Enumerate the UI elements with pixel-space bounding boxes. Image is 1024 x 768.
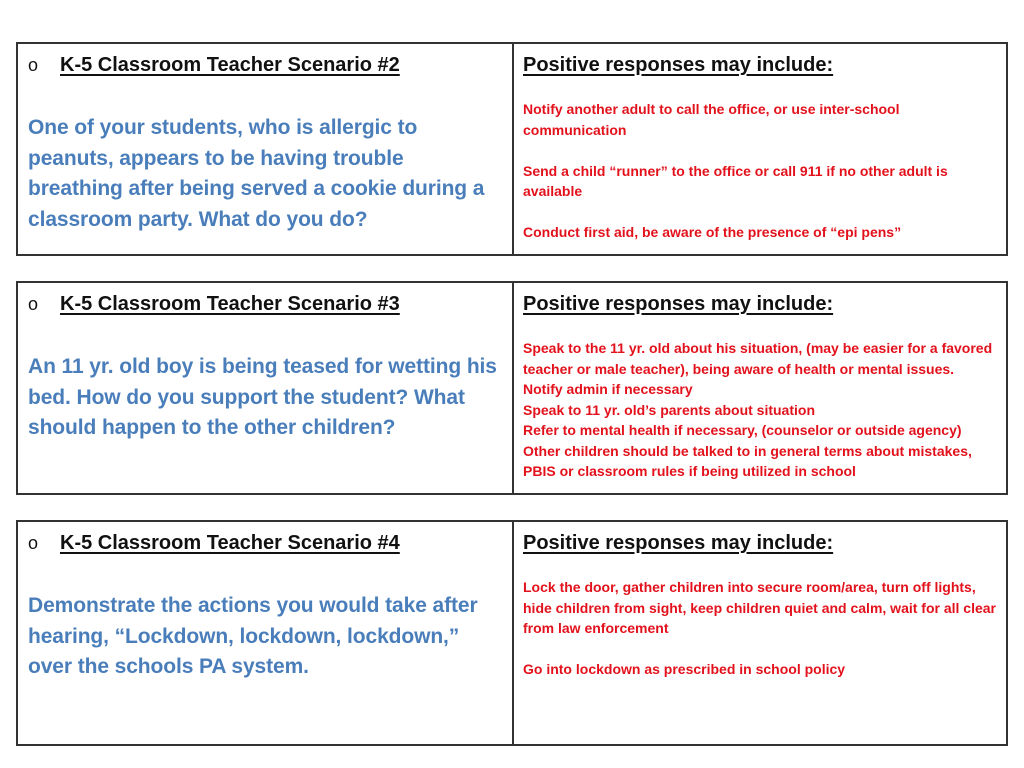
response-item: Lock the door, gather children into secure room/area, turn off lights, hide children from sight, keep children quiet and calm, wait for all clear from law enforcement bbox=[523, 579, 996, 636]
scenario-title-text: K-5 Classroom Teacher Scenario #2 bbox=[60, 54, 400, 76]
responses-heading: Positive responses may include: bbox=[523, 293, 834, 315]
response-item: Other children should be talked to in general terms about mistakes, PBIS or classroom rules if being utilized in school bbox=[523, 442, 972, 479]
scenario-panel bbox=[18, 522, 514, 744]
scenario-title bbox=[28, 532, 502, 558]
scenario-title bbox=[28, 293, 502, 319]
scenario-card-4 bbox=[16, 520, 1008, 746]
scenario-title bbox=[28, 54, 502, 80]
scenario-title-text: K-5 Classroom Teacher Scenario #4 bbox=[60, 532, 400, 554]
response-item: Speak to the 11 yr. old about his situation, (may be easier for a favored teacher or male teacher), being aware of health or mental issues. Notify admin if necessary bbox=[523, 340, 993, 397]
scenario-panel bbox=[18, 44, 514, 254]
responses-heading: Positive responses may include: bbox=[523, 54, 834, 76]
scenario-card-3 bbox=[16, 281, 1008, 495]
responses-panel bbox=[514, 522, 1006, 744]
response-item: Speak to 11 yr. old’s parents about situation bbox=[523, 401, 815, 418]
scenario-question: One of your students, who is allergic to peanuts, appears to be having trouble breathing after being served a cookie during a classroom party. What do you do? bbox=[28, 116, 485, 231]
response-item: Conduct first aid, be aware of the presence of “epi pens” bbox=[523, 224, 902, 240]
response-item: Refer to mental health if necessary, (counselor or outside agency) bbox=[523, 422, 962, 438]
scenario-card-2 bbox=[16, 42, 1008, 256]
responses-heading: Positive responses may include: bbox=[523, 532, 834, 554]
bullet-icon: o bbox=[28, 55, 39, 75]
responses-panel bbox=[514, 283, 1006, 493]
response-item: Notify another adult to call the office, or use inter-school communication bbox=[523, 101, 900, 138]
bullet-icon: o bbox=[28, 294, 39, 314]
responses-list bbox=[523, 577, 996, 680]
scenario-question: Demonstrate the actions you would take after hearing, “Lockdown, lockdown, lockdown,” over the schools PA system. bbox=[28, 594, 478, 678]
scenario-title-text: K-5 Classroom Teacher Scenario #3 bbox=[60, 293, 400, 315]
scenario-panel bbox=[18, 283, 514, 493]
response-item: Send a child “runner” to the office or call 911 if no other adult is available bbox=[523, 162, 948, 199]
bullet-icon: o bbox=[28, 533, 39, 553]
response-item: Go into lockdown as prescribed in school policy bbox=[523, 661, 846, 677]
responses-list bbox=[523, 99, 996, 243]
responses-list bbox=[523, 338, 996, 482]
scenario-question: An 11 yr. old boy is being teased for wetting his bed. How do you support the student? What should happen to the other children? bbox=[28, 355, 497, 439]
responses-panel bbox=[514, 44, 1006, 254]
